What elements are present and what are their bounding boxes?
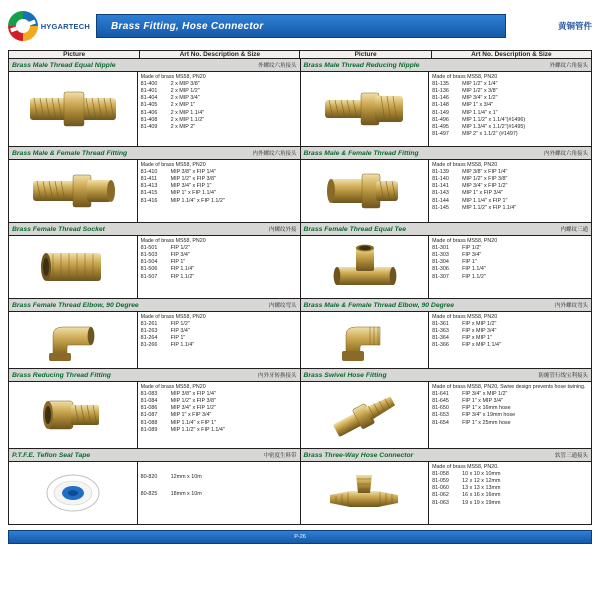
spec-row: 81-062 16 x 16 x 16mm — [432, 492, 501, 499]
spec-row: 81-261 FIP 1/2" — [140, 321, 190, 327]
spec-row: 81-304 FIP 1" — [432, 259, 477, 266]
table-row — [9, 59, 592, 147]
spec-list — [137, 462, 300, 524]
material-note: Made of brass MS58, PN20 — [432, 74, 498, 80]
spec-row: 81-145 MIP 1.1/2" x FIP 1.1/4" — [432, 204, 517, 211]
swivel-hose-icon — [301, 382, 429, 448]
spec-row: 81-408 2 x MIP 1.1/2" — [140, 116, 205, 123]
material-note: Made of brass MS58, PN20 — [432, 314, 498, 320]
section-header — [9, 147, 300, 160]
spec-row: 81-266 FIP 1.1/4" — [140, 342, 195, 349]
spec-row: 81-415 MIP 1" x FIP 1.1/4" — [140, 190, 216, 197]
section-title-en: Brass Swivel Hose Fitting — [303, 371, 387, 379]
section-header — [301, 147, 592, 160]
spec-list — [428, 160, 591, 222]
cell-male-female-elbow — [300, 299, 592, 369]
spec-row: 81-363 FIP x MIP 3/4" — [432, 328, 497, 335]
spec-row: 81-653 FIP 3/4" x 19mm hose — [432, 412, 516, 419]
tee-icon — [301, 236, 429, 298]
hex-male-female-icon — [9, 160, 137, 222]
section-title-cn: 内螺纹三通 — [560, 227, 588, 233]
three-way-hose-icon — [301, 462, 429, 524]
male-female-elbow-icon — [301, 312, 429, 368]
material-note: Made of brass MS58, PN20 — [140, 162, 206, 168]
spec-row: 81-641 FIP 3/4" x MIP 1/2" — [432, 391, 508, 397]
ptfe-tape-icon — [9, 462, 137, 524]
spec-list — [428, 236, 591, 298]
material-note: Made of brass MS58, PN20 — [140, 384, 206, 390]
section-header — [9, 223, 300, 236]
table-row — [9, 223, 592, 299]
table-row — [9, 369, 592, 449]
section-title-en: Brass Male & Female Thread Fitting — [12, 149, 128, 157]
spec-row: 81-503 FIP 3/4" — [140, 252, 190, 259]
spec-row: 81-405 2 x MIP 1" — [140, 102, 196, 109]
spec-row: 80-820 12mm x 10m — [140, 474, 202, 480]
spec-row: 81-087 MIP 1" x FIP 3/4" — [140, 412, 212, 419]
female-elbow-icon — [9, 312, 137, 368]
section-title-cn: 内外螺纹六角接头 — [252, 151, 297, 157]
spec-row: 81-406 2 x MIP 1.1/4" — [140, 109, 205, 116]
spec-list — [428, 382, 591, 448]
cell-swivel-hose-fitting — [300, 369, 592, 449]
section-title-cn: 外螺纹六角接头 — [549, 63, 588, 69]
spec-row: 81-497 MIP 2" x 1.1/2" (#1497) — [432, 130, 518, 137]
cell-three-way-hose-connector — [300, 449, 592, 525]
spec-list — [137, 312, 300, 368]
spec-row: 81-086 MIP 3/4" x FIP 1/2" — [140, 405, 216, 412]
section-title-cn: 内螺纹外接 — [268, 227, 297, 233]
col-picture-left: Picture — [9, 51, 140, 59]
spec-row: 81-089 MIP 1.1/2" x FIP 1.1/4" — [140, 426, 225, 433]
table-row — [9, 147, 592, 223]
material-note: Made of brass MS58, PN20 — [432, 238, 498, 244]
hex-nipple-icon — [9, 72, 137, 146]
spec-row: 81-410 MIP 3/8" x FIP 1/4" — [140, 169, 216, 175]
section-title-cn: 外螺纹六角接头 — [257, 63, 297, 69]
spec-row: 81-149 MIP 1.1/4" x 1" — [432, 109, 498, 116]
cell-ptfe-seal-tape — [9, 449, 301, 525]
spec-row: 81-654 FIP 1" x 25mm hose — [432, 419, 511, 426]
section-title-en: Brass Male Thread Reducing Nipple — [303, 61, 420, 69]
brand-logo — [8, 11, 90, 41]
page-footer: P-26 — [8, 530, 592, 544]
logo-icon — [8, 11, 38, 41]
spec-list — [428, 462, 591, 524]
cell-male-female-fitting-1 — [9, 147, 301, 223]
product-table — [8, 58, 592, 525]
material-note: Made of brass MS58, PN20 — [140, 238, 206, 244]
spec-list — [137, 382, 300, 448]
spec-list — [137, 160, 300, 222]
section-header — [9, 59, 300, 72]
spec-row: 81-416 MIP 1.1/4" x FIP 1.1/2" — [140, 197, 225, 204]
section-title-cn: 防缠管行线宝利接头 — [538, 373, 588, 379]
cell-female-elbow — [9, 299, 301, 369]
page-title-cn: 黄铜管件 — [557, 21, 592, 31]
spec-row: 81-063 19 x 19 x 19mm — [432, 499, 501, 506]
cell-male-reducing-nipple — [300, 59, 592, 147]
cell-male-female-fitting-2 — [300, 147, 592, 223]
section-title-en: Brass Male & Female Thread Elbow, 90 Degree — [303, 301, 454, 309]
section-title-en: Brass Reducing Thread Fitting — [12, 371, 111, 379]
section-title-en: Brass Male Thread Equal Nipple — [12, 61, 116, 69]
section-title-en: Brass Female Thread Equal Tee — [303, 225, 406, 233]
spec-list — [137, 72, 300, 146]
section-title-cn: 内外螺纹六角接头 — [543, 151, 588, 157]
section-header — [301, 369, 592, 382]
spec-row: 81-136 MIP 1/2" x 3/8" — [432, 88, 498, 95]
col-artno-right: Art No. Description & Size — [431, 51, 591, 59]
spec-row: 81-504 FIP 1" — [140, 259, 186, 266]
spec-row: 81-264 FIP 1" — [140, 335, 186, 342]
female-socket-icon — [9, 236, 137, 298]
section-header — [9, 299, 300, 312]
spec-row: 81-135 MIP 1/2" x 1/4" — [432, 81, 498, 87]
spec-row: 81-301 FIP 1/2" — [432, 245, 482, 251]
material-note: Made of brass MS58, PN20, Swive design prevents hose twining. — [432, 384, 586, 390]
hex-male-female-icon-2 — [301, 160, 429, 222]
hex-reducing-nipple-icon — [301, 72, 429, 146]
spec-row: 81-148 MIP 1" x 3/4" — [432, 102, 494, 109]
spec-list — [137, 236, 300, 298]
spec-row: 81-495 MIP 1.3/4" x 1.1/2"(#1495) — [432, 123, 526, 130]
section-title-cn: 内螺纹弯头 — [268, 303, 297, 309]
spec-row: 81-411 MIP 1/2" x FIP 3/8" — [140, 176, 216, 183]
section-title-cn: 内外螺纹弯头 — [554, 303, 588, 309]
spec-row: 81-088 MIP 1.1/4" x FIP 1" — [140, 419, 216, 426]
spec-row: 81-650 FIP 1" x 16mm hose — [432, 405, 511, 412]
spec-row: 81-409 2 x MIP 2" — [140, 123, 196, 130]
section-title-en: Brass Female Thread Elbow, 90 Degree — [12, 301, 139, 309]
spec-row: 81-303 FIP 3/4" — [432, 252, 482, 259]
section-title-en: P.T.F.E. Teflon Seal Tape — [12, 451, 91, 459]
brand-name: HYGARTECH — [40, 21, 90, 31]
spec-row: 81-058 10 x 10 x 10mm — [432, 471, 501, 477]
spec-row: 81-401 2 x MIP 1/2" — [140, 88, 200, 95]
section-title-en: Brass Three-Way Hose Connector — [303, 451, 414, 459]
section-header — [301, 299, 592, 312]
section-title-en: Brass Female Thread Socket — [12, 225, 105, 233]
spec-row: 81-084 MIP 1/2" x FIP 3/8" — [140, 398, 216, 405]
spec-row: 81-306 FIP 1.1/4" — [432, 266, 486, 273]
reducing-bush-icon — [9, 382, 137, 448]
section-title-cn: 中密度生料带 — [263, 453, 297, 459]
table-row — [9, 299, 592, 369]
page-title: Brass Fitting, Hose Connector — [96, 14, 506, 38]
material-note: Made of brass MS58, PN20. — [432, 464, 499, 470]
cell-female-equal-tee — [300, 223, 592, 299]
spec-row: 81-146 MIP 3/4" x 1/2" — [432, 95, 498, 102]
spec-row: 81-140 MIP 1/2" x FIP 3/8" — [432, 176, 508, 183]
cell-female-socket — [9, 223, 301, 299]
section-title-en: Brass Male & Female Thread Fitting — [303, 149, 419, 157]
spec-row: 81-307 FIP 1.1/2" — [432, 273, 486, 280]
spec-row: 81-400 2 x MIP 3/8" — [140, 81, 200, 87]
material-note: Made of brass MS58, PN20 — [140, 74, 206, 80]
spec-row: 81-143 MIP 1" x FIP 3/4" — [432, 190, 503, 197]
spec-row: 81-060 13 x 13 x 13mm — [432, 485, 501, 492]
section-header — [301, 449, 592, 462]
spec-row: 81-507 FIP 1.1/2" — [140, 273, 195, 280]
section-header — [301, 59, 592, 72]
spec-row: 81-404 2 x MIP 3/4" — [140, 95, 200, 102]
spec-row: 81-059 12 x 12 x 12mm — [432, 478, 501, 485]
material-note: Made of brass MS58, PN20 — [140, 314, 206, 320]
spec-row: 80-825 18mm x 10m — [140, 491, 202, 498]
material-note: Made of brass MS58, PN20 — [432, 162, 498, 168]
col-artno-left: Art No. Description & Size — [140, 51, 300, 59]
spec-row: 81-144 MIP 1.1/4" x FIP 1" — [432, 197, 508, 204]
spec-row: 81-496 MIP 1.1/2" x 1.1/4"(#1496) — [432, 116, 526, 123]
spec-row: 81-366 FIP x MIP 1.1/4" — [432, 342, 501, 349]
section-header — [301, 223, 592, 236]
spec-row: 81-361 FIP x MIP 1/2" — [432, 321, 497, 327]
section-header — [9, 449, 300, 462]
spec-row: 81-139 MIP 3/8" x FIP 1/4" — [432, 169, 508, 175]
page-header — [8, 6, 592, 46]
table-row — [9, 449, 592, 525]
spec-row: 81-364 FIP x MIP 1" — [432, 335, 492, 342]
spec-row: 81-501 FIP 1/2" — [140, 245, 190, 251]
spec-list — [428, 72, 591, 146]
cell-reducing-thread-fitting — [9, 369, 301, 449]
section-title-cn: 软管三通接头 — [554, 453, 588, 459]
spec-row: 81-083 MIP 3/8" x FIP 1/4" — [140, 391, 216, 397]
spec-row: 81-413 MIP 3/4" x FIP 1" — [140, 183, 212, 190]
spec-row: 81-263 FIP 3/4" — [140, 328, 190, 335]
cell-male-equal-nipple — [9, 59, 301, 147]
section-header — [9, 369, 300, 382]
spec-row: 81-645 FIP 1" x MIP 3/4" — [432, 398, 503, 405]
spec-row: 81-141 MIP 3/4" x FIP 1/2" — [432, 183, 508, 190]
spec-list — [428, 312, 591, 368]
col-picture-right: Picture — [300, 51, 431, 59]
section-title-cn: 内外牙转换接头 — [257, 373, 297, 379]
spec-row: 81-506 FIP 1.1/4" — [140, 266, 195, 273]
